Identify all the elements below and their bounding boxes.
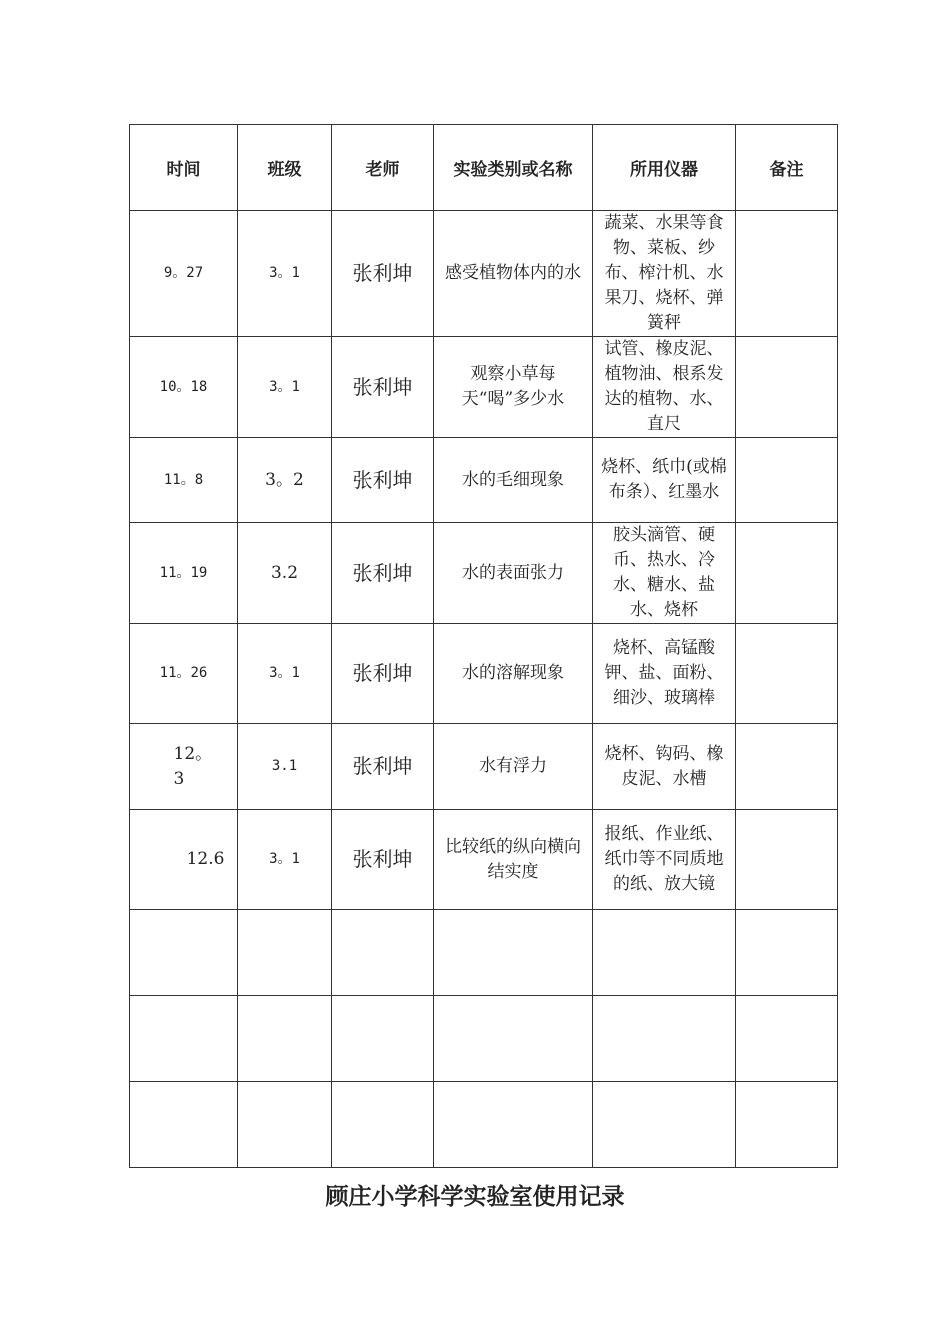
equipment-cell: 烧杯、纸巾(或棉布条）、红墨水 (593, 438, 736, 523)
date-cell: 11。26 (130, 624, 238, 724)
equipment-cell: 烧杯、钩码、橡皮泥、水槽 (593, 724, 736, 810)
note-cell (736, 810, 838, 910)
experiment-cell: 感受植物体内的水 (434, 211, 593, 337)
empty-cell (130, 910, 238, 996)
table-row (130, 523, 838, 624)
teacher-cell: 张利坤 (332, 624, 434, 724)
teacher-cell: 张利坤 (332, 211, 434, 337)
empty-cell (238, 996, 332, 1082)
empty-cell (593, 996, 736, 1082)
table-row (130, 438, 838, 523)
experiment-cell: 水的表面张力 (434, 523, 593, 624)
date-cell (130, 724, 238, 810)
table-row (130, 624, 838, 724)
table-row (130, 724, 838, 810)
class-cell: 3。2 (238, 438, 332, 523)
teacher-cell: 张利坤 (332, 810, 434, 910)
empty-cell (332, 996, 434, 1082)
class-cell: 3。1 (238, 810, 332, 910)
teacher-cell: 张利坤 (332, 523, 434, 624)
empty-cell (238, 1082, 332, 1168)
empty-row (130, 996, 838, 1082)
note-cell (736, 337, 838, 438)
date-cell: 11。8 (130, 438, 238, 523)
empty-cell (434, 996, 593, 1082)
empty-cell (736, 1082, 838, 1168)
teacher-cell: 张利坤 (332, 438, 434, 523)
equipment-cell: 烧杯、高锰酸钾、盐、面粉、细沙、玻璃棒 (593, 624, 736, 724)
date-text: 12。3 (173, 743, 213, 789)
empty-cell (736, 910, 838, 996)
header-row (130, 125, 838, 211)
date-cell (130, 810, 238, 910)
header-class: 班级 (238, 125, 332, 211)
record-sheet (129, 124, 837, 1168)
class-cell: 3。1 (238, 211, 332, 337)
empty-cell (434, 910, 593, 996)
teacher-cell: 张利坤 (332, 724, 434, 810)
empty-cell (332, 1082, 434, 1168)
header-teacher: 老师 (332, 125, 434, 211)
table-row (130, 211, 838, 337)
empty-cell (736, 996, 838, 1082)
empty-cell (593, 910, 736, 996)
empty-row (130, 1082, 838, 1168)
equipment-cell: 蔬菜、水果等食物、菜板、纱布、榨汁机、水果刀、烧杯、弹簧秤 (593, 211, 736, 337)
experiment-cell: 比较纸的纵向横向结实度 (434, 810, 593, 910)
experiment-cell: 水有浮力 (434, 724, 593, 810)
note-cell (736, 523, 838, 624)
date-cell: 10。18 (130, 337, 238, 438)
header-note: 备注 (736, 125, 838, 211)
empty-cell (332, 910, 434, 996)
empty-cell (434, 1082, 593, 1168)
empty-row (130, 910, 838, 996)
teacher-cell: 张利坤 (332, 337, 434, 438)
table-row (130, 337, 838, 438)
header-experiment: 实验类别或名称 (434, 125, 593, 211)
experiment-cell: 水的溶解现象 (434, 624, 593, 724)
empty-cell (130, 1082, 238, 1168)
class-cell: 3.2 (238, 523, 332, 624)
empty-cell (238, 910, 332, 996)
equipment-cell: 报纸、作业纸、纸巾等不同质地的纸、放大镜 (593, 810, 736, 910)
date-cell: 9。27 (130, 211, 238, 337)
note-cell (736, 211, 838, 337)
empty-cell (130, 996, 238, 1082)
note-cell (736, 438, 838, 523)
table-row (130, 810, 838, 910)
header-equipment: 所用仪器 (593, 125, 736, 211)
note-cell (736, 724, 838, 810)
empty-cell (593, 1082, 736, 1168)
lab-usage-table (129, 124, 838, 1168)
experiment-cell: 观察小草每天“喝”多少水 (434, 337, 593, 438)
equipment-cell: 试管、橡皮泥、植物油、根系发达的植物、水、直尺 (593, 337, 736, 438)
header-date: 时间 (130, 125, 238, 211)
date-text: 12.6 (186, 849, 225, 869)
equipment-cell: 胶头滴管、硬币、热水、冷水、糖水、盐水、烧杯 (593, 523, 736, 624)
class-cell: 3。1 (238, 337, 332, 438)
document-title: 顾庄小学科学实验室使用记录 (325, 1184, 625, 1210)
class-cell: 3。1 (238, 624, 332, 724)
experiment-cell: 水的毛细现象 (434, 438, 593, 523)
date-cell: 11。19 (130, 523, 238, 624)
note-cell (736, 624, 838, 724)
class-cell: 3.1 (238, 724, 332, 810)
